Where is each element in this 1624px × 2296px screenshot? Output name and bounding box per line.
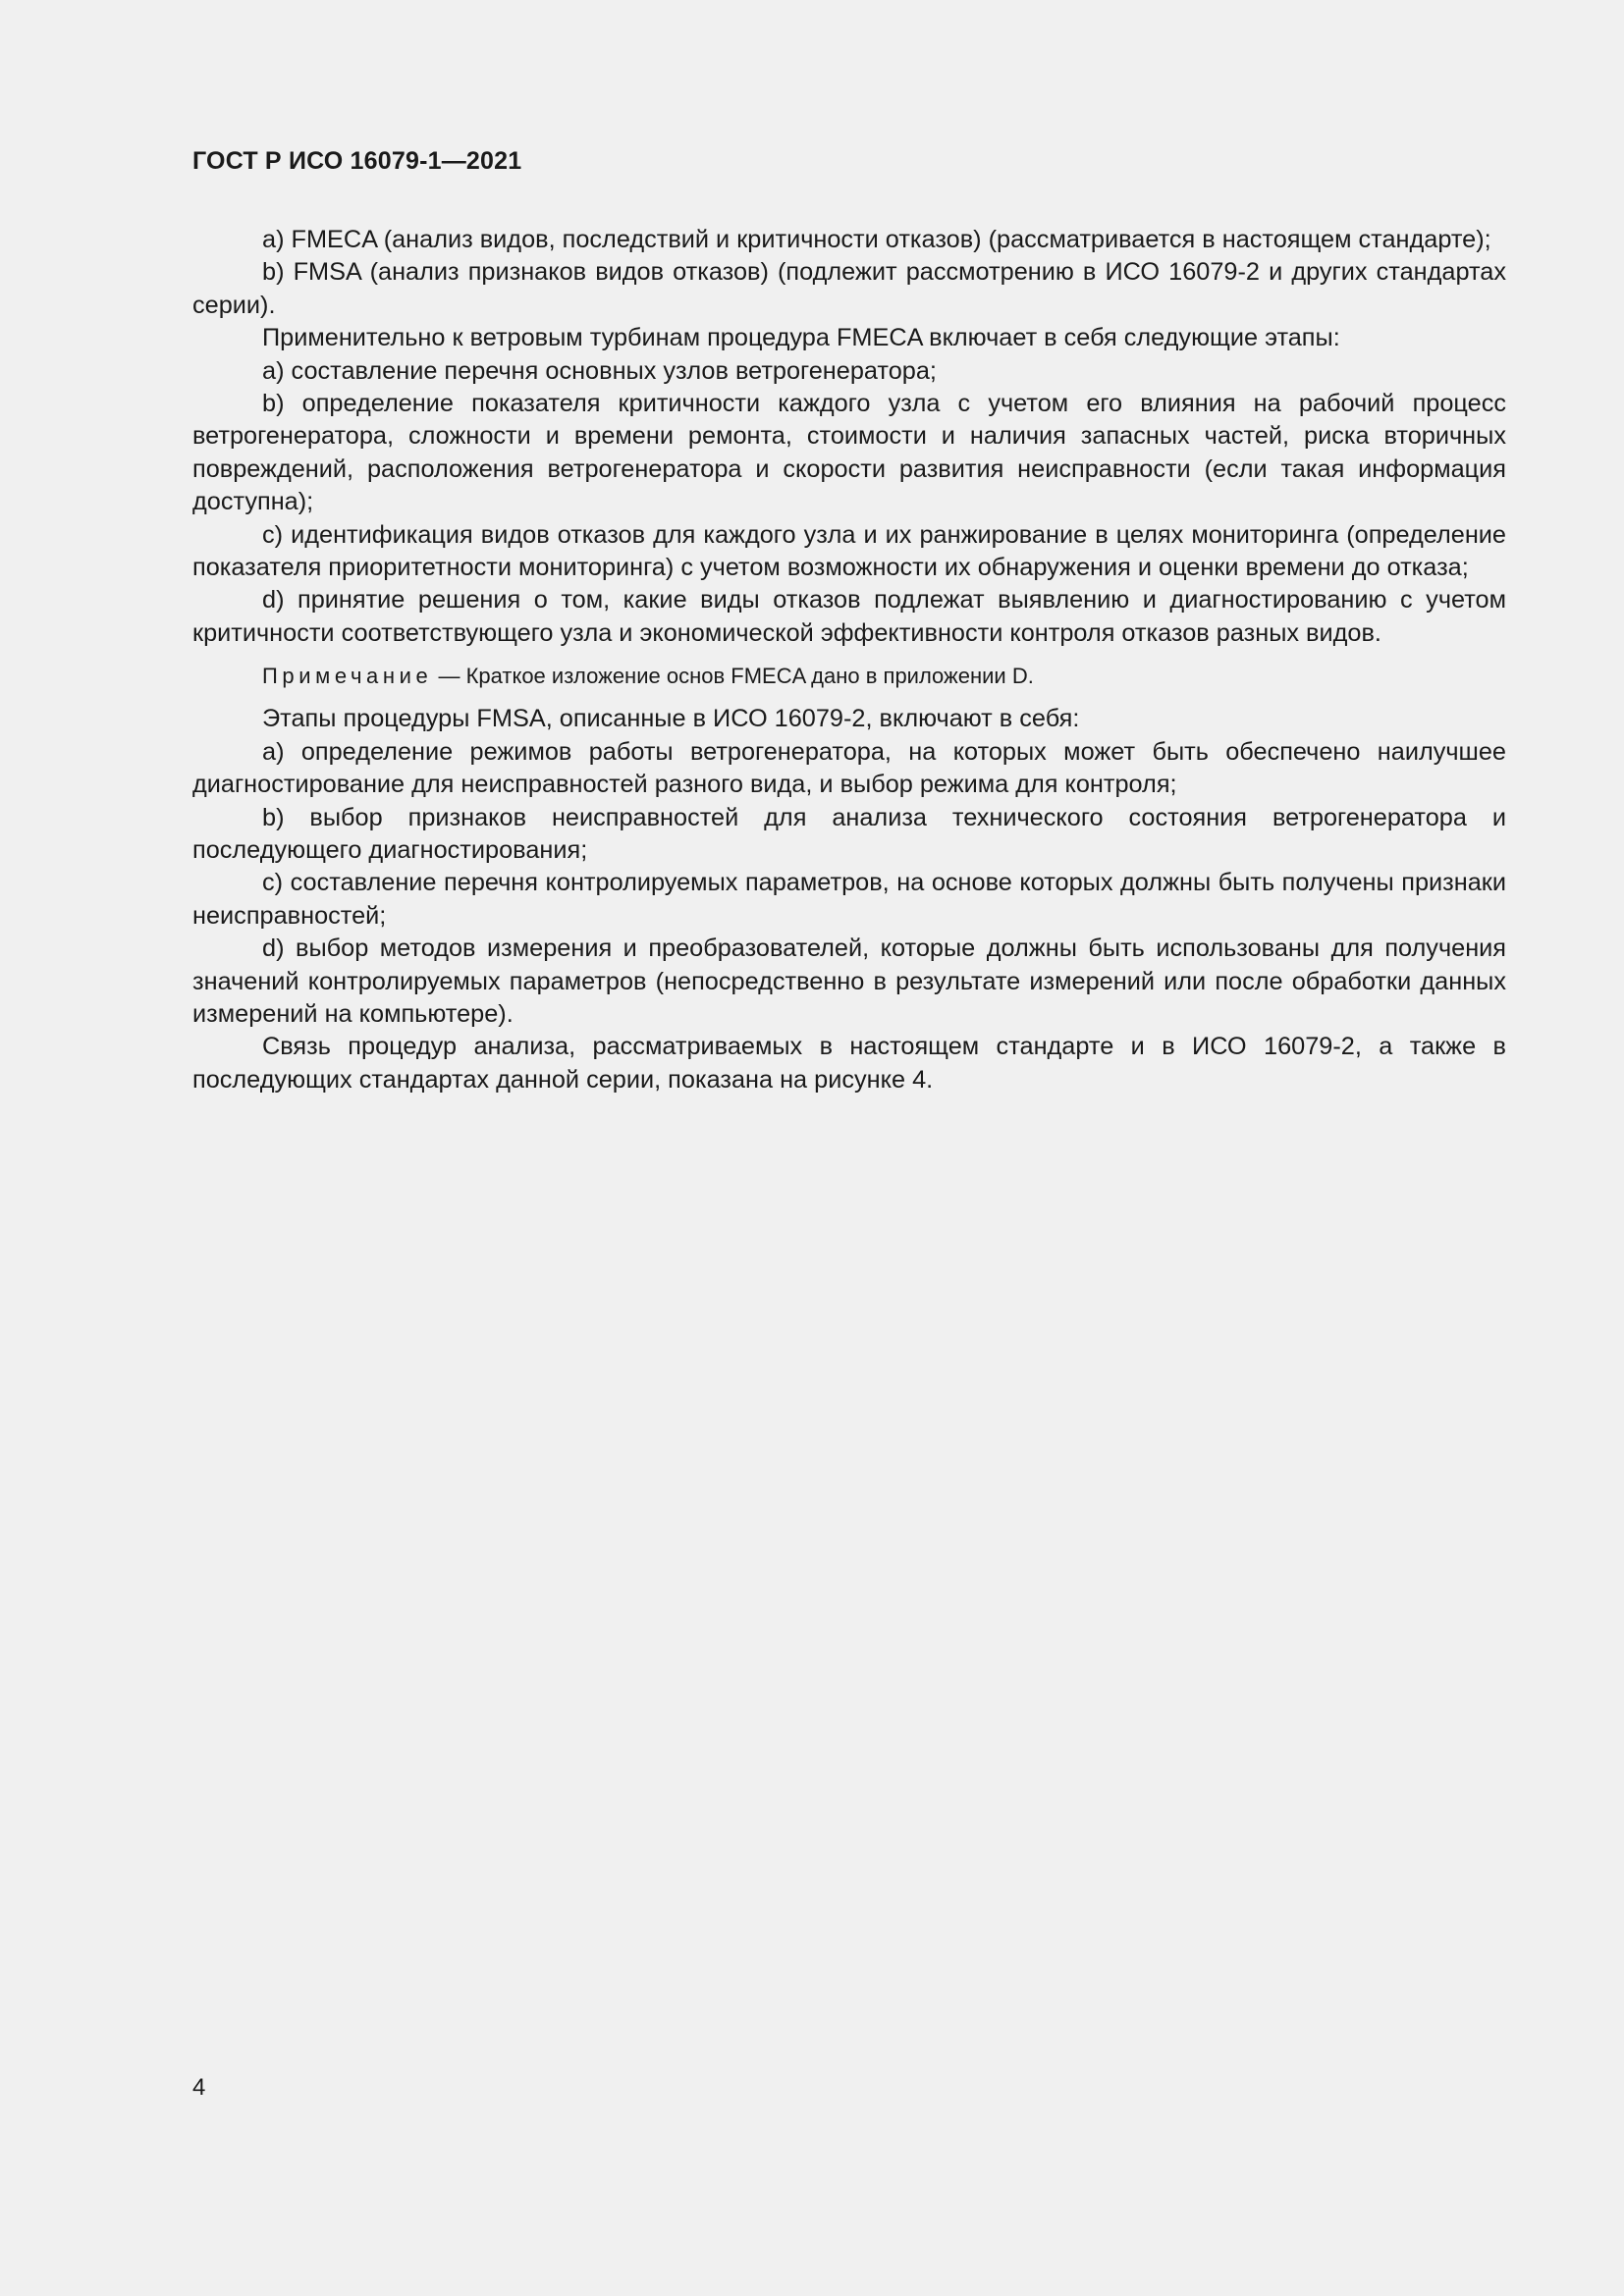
paragraph-fmsa-step-b: b) выбор признаков неисправностей для анализа технического состояния ветрогенератора и последующего диагностирования; <box>192 803 1506 864</box>
paragraph-figure-reference: Связь процедур анализа, рассматриваемых в настоящем стандарте и в ИСО 16079-2, а также в последующих стандартах данной серии, показана на рисунке 4. <box>192 1033 1506 1094</box>
paragraph-fmsa-item: b) FMSA (анализ признаков видов отказов) (подлежит рассмотрению в ИСО 16079-2 и других стандартах серии). <box>192 258 1506 319</box>
paragraph-fmeca-item: a) FMECA (анализ видов, последствий и критичности отказов) (рассматривается в настоящем стандарте); <box>262 226 1491 253</box>
paragraph-fmeca-step-a: a) составление перечня основных узлов ветрогенератора; <box>262 356 937 385</box>
paragraph-fmeca-intro: Применительно к ветровым турбинам процедура FMECA включает в себя следующие этапы: <box>262 324 1340 352</box>
note-text: — Краткое изложение основ FMECA дано в приложении D. <box>432 664 1034 689</box>
page-number: 4 <box>192 2074 206 2101</box>
paragraph-fmsa-step-d: d) выбор методов измерения и преобразователей, которые должны быть использованы для получения значений контролируемых параметров (непосредственно в результате измерений или после обработки данных измерений на компьютере). <box>192 934 1506 1028</box>
note <box>192 662 1506 691</box>
document-body <box>192 224 1506 1096</box>
document-code-header: ГОСТ Р ИСО 16079-1—2021 <box>192 147 522 175</box>
paragraph-fmsa-step-a: a) определение режимов работы ветрогенератора, на которых может быть обеспечено наилучшее диагностирование для неисправностей разного вида, и выбор режима для контроля; <box>192 737 1506 799</box>
note-label: Примечание <box>262 664 433 689</box>
paragraph-fmeca-step-c: c) идентификация видов отказов для каждого узла и их ранжирование в целях мониторинга (определение показателя приоритетности мониторинга) с учетом возможности их обнаружения и оценки времени до отказа; <box>192 520 1506 582</box>
paragraph-fmsa-intro: Этапы процедуры FMSA, описанные в ИСО 16079-2, включают в себя: <box>262 705 1080 733</box>
paragraph-fmsa-step-c: c) составление перечня контролируемых параметров, на основе которых должны быть получены признаки неисправностей; <box>192 869 1506 930</box>
paragraph-fmeca-step-b: b) определение показателя критичности каждого узла с учетом его влияния на рабочий процесс ветрогенератора, сложности и времени ремонта, стоимости и наличия запасных частей, риска вторичных повреждений, расположения ветрогенератора и скорости развития неисправности (если такая информация доступна); <box>192 390 1506 516</box>
paragraph-fmeca-step-d: d) принятие решения о том, какие виды отказов подлежат выявлению и диагностированию с учетом критичности соответствующего узла и экономической эффективности контроля отказов разных видов. <box>192 586 1506 647</box>
